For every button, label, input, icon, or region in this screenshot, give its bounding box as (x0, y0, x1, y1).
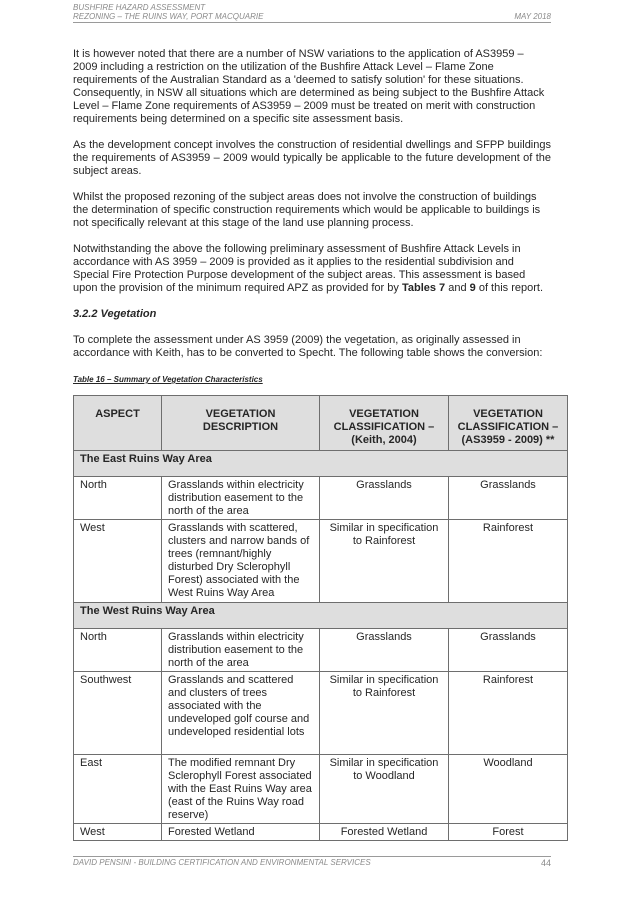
header-title: BUSHFIRE HAZARD ASSESSMENT (73, 3, 206, 12)
page-header (73, 3, 551, 23)
paragraph-text: Notwithstanding the above the following preliminary assessment of Bushfire Attack Levels in accordance with AS 3959 – 2009 is provided as it applies to the residential subdivision and Special Fire Protection Purpose development of the subject areas. This assessment is based upon the provision of the minimum required APZ as provided for by (73, 243, 526, 294)
table-ref: Tables 7 (401, 282, 446, 294)
document-body (73, 48, 559, 841)
table-section-row (74, 603, 568, 629)
footer-company: DAVID PENSINI - BUILDING CERTIFICATION AND ENVIRONMENTAL SERVICES (73, 858, 371, 867)
table-cell: Similar in specification to Woodland (320, 755, 449, 824)
column-header: VEGETATION DESCRIPTION (162, 396, 320, 451)
table-cell: Southwest (74, 672, 162, 755)
header-date: MAY 2018 (514, 12, 551, 21)
table-cell: Grasslands within electricity distribution easement to the north of the area (162, 477, 320, 520)
table-cell: Forest (449, 824, 568, 841)
table-cell: Grasslands with scattered, clusters and narrow bands of trees (remnant/highly disturbed Dry Sclerophyll Forest) associated with the West Ruins Way Area (162, 520, 320, 603)
vegetation-table (73, 395, 568, 841)
table-cell: Forested Wetland (320, 824, 449, 841)
table-cell: Rainforest (449, 520, 568, 603)
table-caption: Table 16 – Summary of Vegetation Characteristics (73, 375, 263, 384)
table-row (74, 477, 568, 520)
table-cell: Similar in specification to Rainforest (320, 672, 449, 755)
table-header-row (74, 396, 568, 451)
table-cell: Similar in specification to Rainforest (320, 520, 449, 603)
table-cell: Grasslands (320, 477, 449, 520)
table-cell: West (74, 520, 162, 603)
section-label: The West Ruins Way Area (74, 603, 568, 629)
column-header: VEGETATION CLASSIFICATION – (AS3959 - 2009) ** (449, 396, 568, 451)
table-cell: Rainforest (449, 672, 568, 755)
table-cell: Grasslands and scattered and clusters of trees associated with the undeveloped golf course and undeveloped residential lots (162, 672, 320, 755)
table-cell: East (74, 755, 162, 824)
section-heading: 3.2.2 Vegetation (73, 308, 157, 320)
paragraph-text: and (445, 282, 470, 294)
table-row (74, 629, 568, 672)
column-header: ASPECT (74, 396, 162, 451)
table-cell: Forested Wetland (162, 824, 320, 841)
paragraph-conversion: To complete the assessment under AS 3959 (2009) the vegetation, as originally assessed in accordance with Keith, has to be converted to Specht. The following table shows the conversion: (73, 334, 543, 359)
table-row (74, 824, 568, 841)
table-cell: North (74, 477, 162, 520)
table-ref: 9 (469, 282, 476, 294)
paragraph-preliminary-assessment (73, 243, 551, 295)
table-cell: Grasslands within electricity distribution easement to the north of the area (162, 629, 320, 672)
paragraph-rezoning: Whilst the proposed rezoning of the subject areas does not involve the construction of buildings the determination of specific construction requirements which would be applicable to buildings is not specifically relevant at this stage of the land use planning process. (73, 191, 541, 229)
table-cell: North (74, 629, 162, 672)
paragraph-nsw-variations: It is however noted that there are a number of NSW variations to the application of AS3959 – 2009 including a restriction on the utilization of the Bushfire Attack Level – Flame Zone requirements of the Australian Standard as a 'deemed to satisfy solution' for these situations. Consequently, in NSW all situations which are determined as being subject to the Bushfire Attack Level – Flame Zone requirements of AS3959 – 2009 must be treated on merit with construction requirements being determined on a specific site assessment basis. (73, 48, 545, 125)
paragraph-text: of this report. (475, 282, 544, 294)
table-section-row (74, 451, 568, 477)
table-cell: Grasslands (449, 629, 568, 672)
page-number: 44 (540, 858, 551, 868)
table-row (74, 520, 568, 603)
table-cell: Grasslands (449, 477, 568, 520)
table-cell: Woodland (449, 755, 568, 824)
table-cell: West (74, 824, 162, 841)
column-header: VEGETATION CLASSIFICATION – (Keith, 2004) (320, 396, 449, 451)
section-label: The East Ruins Way Area (74, 451, 568, 477)
page-footer (73, 856, 551, 868)
paragraph-development-concept: As the development concept involves the construction of residential dwellings and SFPP buildings the requirements of AS3959 – 2009 would typically be applicable to the future development of the subject areas. (73, 139, 551, 177)
table-row (74, 672, 568, 755)
table-cell: The modified remnant Dry Sclerophyll Forest associated with the East Ruins Way area (east of the Ruins Way road reserve) (162, 755, 320, 824)
table-row (74, 755, 568, 824)
table-cell: Grasslands (320, 629, 449, 672)
header-project: REZONING – THE RUINS WAY, PORT MACQUARIE (73, 12, 264, 21)
